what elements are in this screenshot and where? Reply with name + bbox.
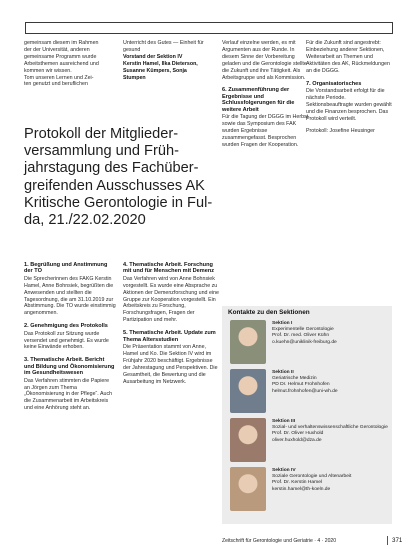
paragraph: Für die Zukunft sind angestrebt: Einbeziehung anderer Sektionen, Weiterarbeit an Themen und Aktivitäten des AK, Rückmeldungen an die DGGG.	[306, 40, 390, 74]
contact-person: PD Dr. Helmut Frohnhofen	[272, 382, 330, 388]
portrait-photo	[230, 369, 266, 413]
contact-text	[272, 419, 390, 444]
text-line: Susanne Kümpers, Sonja	[123, 67, 187, 74]
paragraph: Verlauf einzelne werden, es mit Argumenten aus der Runde. In diesem Sinne der Vorbereitung geladen und die Gerontologie stellte die Zukunft und ihre Tätigkeit. Als Arbeitsgruppe und als Kommission.	[222, 40, 307, 81]
text-line: Stumpen	[123, 74, 146, 81]
paragraph: Die Präsentation stammt von Anne, Hamel und Ko. Die Sektion IV wird im Frühjahr 2020 beschäftigt. Ergebnisse der Jahrestagung und Perspektiven. Die Gesamtheit, die Bewertung und die Ausarbeitung im Netzwerk.	[123, 343, 218, 385]
text-line: Arbeitsthemen ausreichend und	[24, 60, 99, 67]
contact-section: Sektion I	[272, 321, 293, 326]
text-line: Tom unseren Lernen und Zei-	[24, 74, 94, 81]
contact-text	[272, 321, 390, 346]
portrait-photo	[230, 320, 266, 364]
contact-area: Soziale Gerontologie und Altenarbeit	[272, 474, 352, 480]
section-heading: 2. Genehmigung des Protokolls	[24, 323, 108, 330]
text-line: der der Universität, anderen	[24, 46, 90, 53]
contact-area: Geriatrische Medizin	[272, 376, 317, 382]
text-line: gemeinsame Programm wurde	[24, 53, 97, 60]
contact-text	[272, 468, 390, 493]
section-heading: 6. Zusammenführung der Ergebnisse und Schlussfolgerungen für die weitere Arbeit	[222, 87, 295, 113]
contact-section: Sektion II	[272, 370, 294, 375]
paragraph: Protokoll: Josefine Heusinger	[306, 128, 375, 135]
paragraph: Das Verfahren wird von Anne Bohnsiek vorgestellt. Es wurde eine Absprache zu Aktionen der Demenzforschung und eine Gruppe zur Kooperation vorgestellt. Ein Arbeitskreis zu Forschung, Forschungsfragen, Fragen der Partizipation und mehr.	[123, 275, 219, 324]
text-line: Unterricht des Gutes — Einheit für	[123, 40, 204, 46]
section-heading: 3. Thematische Arbeit. Bericht und Bildung und Ökonomisierung im Gesundheitswesen	[24, 357, 115, 377]
contact-person: Prof. Dr. Oliver Huxhold	[272, 431, 324, 437]
portrait-photo	[230, 467, 266, 511]
contact-area: Experimentelle Gerontologie	[272, 327, 334, 333]
contact-entry	[222, 467, 392, 515]
portrait-photo	[230, 418, 266, 462]
contact-email[interactable]: helmut.frohnhofen@uni-wh.de	[272, 388, 338, 394]
body-column-4	[306, 40, 394, 141]
contact-section: Sektion IV	[272, 468, 296, 473]
text-line: Vorstand der Sektion IV	[123, 53, 183, 60]
contact-entry	[222, 418, 392, 466]
section-heading: 1. Begrüßung und Anstimmung der TO	[24, 262, 108, 275]
paragraph: Die Vorstandsarbeit erfolgt für die nächste Periode. Sektionsbeauftragte wurden gewählt und die Finanzen besprochen. Das Protokoll wird verteilt.	[306, 87, 392, 122]
journal-footer: Zeitschrift für Gerontologie und Geriatrie · 4 · 2020	[222, 538, 337, 544]
contact-area: Sozial- und verhaltenswissenschaftliche Gerontologie	[272, 425, 388, 431]
article-title: Protokoll der Mitgliederversammlung und Frühjahrstagung des Fachübergreifenden Ausschusses AK Kritische Gerontologie in Fulda, 21./22.02.2020	[24, 126, 213, 229]
contact-entry	[222, 320, 392, 368]
text-line: gesund	[123, 46, 141, 53]
paragraph: Das Verfahren stimmten die Papiere an Jörgen zum Thema „Ökonomisierung in der Pflege“. Auch die Zusammenarbeit im Arbeitskreis und eine Anhörung steht an.	[24, 377, 113, 412]
footer-divider	[387, 536, 388, 545]
text-line: Kerstin Hamel, Ilka Dieterson,	[123, 60, 198, 67]
contact-section: Sektion III	[272, 419, 296, 424]
contact-text	[272, 370, 390, 395]
paragraph: Das Protokoll zur Sitzung wurde versendet und genehmigt. Es wurde keine Einwände erhoben.	[24, 330, 109, 351]
body-column-1	[24, 262, 116, 418]
contact-entry	[222, 369, 392, 417]
contact-email[interactable]: oliver.huxhold@dza.de	[272, 437, 322, 443]
paragraph: Für die Tagung der DGGG im Herbst sowie das Symposium des FAK wurden Ergebnisse zusammengefasst. Besprochen wurden Fragen der Kooperation.	[222, 114, 309, 148]
section-heading: 7. Organisatorisches	[306, 80, 362, 87]
contact-email[interactable]: kerstin.hamel@th-koeln.de	[272, 486, 331, 492]
header-rule-box	[25, 22, 393, 34]
contact-person: Prof. Dr. med. Oliver Kühn	[272, 333, 330, 339]
text-line: ten genutzt und beruflichen	[24, 81, 88, 88]
contact-person: Prof. Dr. Kerstin Hamel	[272, 480, 323, 486]
text-line: gemeinsam diesem im Rahmen	[24, 40, 99, 46]
top-column-2	[123, 40, 219, 81]
body-column-2	[123, 262, 219, 391]
section-heading: 5. Thematische Arbeit. Update zum Thema Altersstudien	[123, 330, 216, 343]
paragraph: Die Sprecherinnen des FAKG Kerstin Hamel, Anne Bohnsiek, begrüßten die Anwesenden und stellten die Tagesordnung, die am 31.10.2019 zur Abstimmung. Die TO wurde einstimmig angenommen.	[24, 275, 116, 317]
contact-email[interactable]: o.kuehn@uniklinik-freiburg.de	[272, 339, 337, 345]
contacts-title: Kontakte zu den Sektionen	[228, 309, 310, 316]
body-column-3	[222, 40, 310, 155]
top-column-1	[24, 40, 124, 88]
text-line: kommen wir wissen.	[24, 67, 72, 74]
page-number: 371	[392, 537, 403, 544]
section-heading: 4. Thematische Arbeit. Forschung mit und für Menschen mit Demenz	[123, 262, 215, 275]
